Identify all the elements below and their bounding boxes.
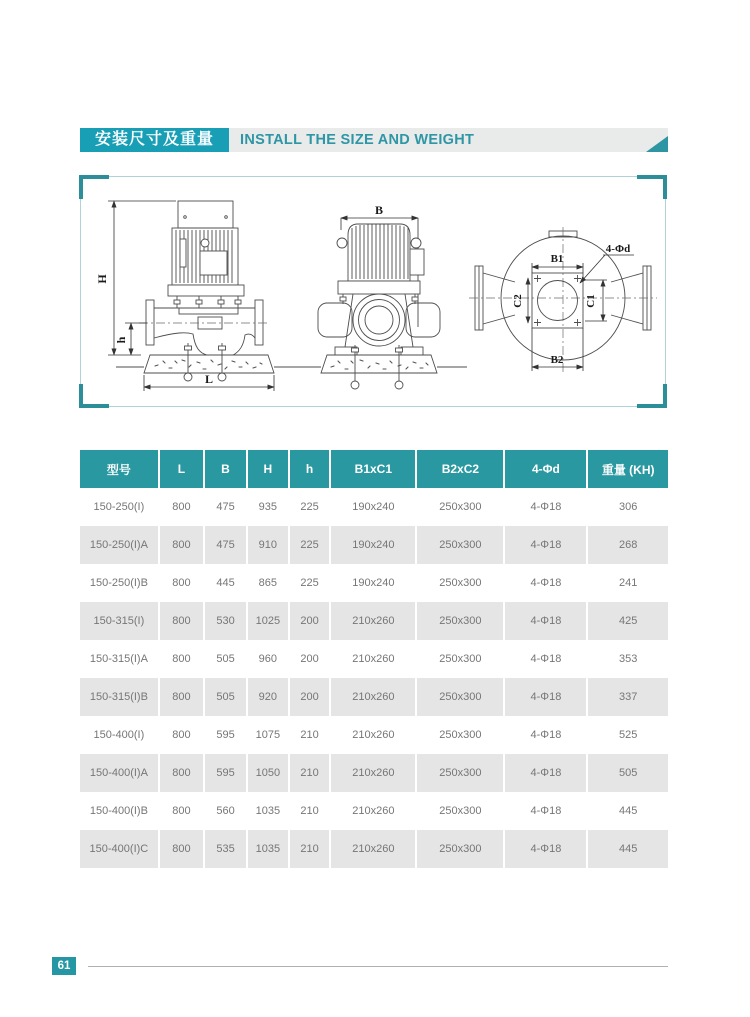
table-cell: 150-400(I) [80, 716, 159, 754]
table-cell: 920 [247, 678, 289, 716]
table-row [80, 640, 668, 678]
table-row [80, 678, 668, 716]
corner-bracket-bottom-left [79, 384, 109, 408]
table-cell: 475 [204, 488, 247, 526]
table-cell: 910 [247, 526, 289, 564]
table-cell: 210x260 [330, 792, 416, 830]
table-cell: 250x300 [416, 830, 504, 868]
corner-bracket-top-left [79, 175, 109, 199]
table-row [80, 488, 668, 526]
table-cell: 595 [204, 716, 247, 754]
table-cell: 4-Φ18 [504, 716, 587, 754]
column-header: B1xC1 [330, 450, 416, 488]
table-cell: 1075 [247, 716, 289, 754]
table-cell: 250x300 [416, 640, 504, 678]
table-cell: 150-315(I)B [80, 678, 159, 716]
table-cell: 250x300 [416, 716, 504, 754]
table-cell: 4-Φ18 [504, 602, 587, 640]
table-cell: 268 [587, 526, 668, 564]
table-cell: 210 [289, 830, 331, 868]
table-cell: 425 [587, 602, 668, 640]
table-cell: 800 [159, 488, 204, 526]
column-header: h [289, 450, 331, 488]
table-cell: 535 [204, 830, 247, 868]
table-cell: 250x300 [416, 602, 504, 640]
dim-label-bolt-holes: 4-Φd [605, 243, 631, 255]
table-cell: 225 [289, 526, 331, 564]
corner-bracket-top-right [637, 175, 667, 199]
dim-label-B: B [374, 203, 384, 217]
column-header: H [247, 450, 289, 488]
table-cell: 4-Φ18 [504, 564, 587, 602]
table-cell: 505 [587, 754, 668, 792]
table-cell: 150-315(I)A [80, 640, 159, 678]
table-cell: 1025 [247, 602, 289, 640]
table-cell: 250x300 [416, 488, 504, 526]
table-cell: 800 [159, 640, 204, 678]
table-cell: 210x260 [330, 830, 416, 868]
table-cell: 4-Φ18 [504, 678, 587, 716]
table-cell: 306 [587, 488, 668, 526]
dim-label-B1: B1 [550, 253, 564, 265]
table-cell: 560 [204, 792, 247, 830]
table-row [80, 526, 668, 564]
table-cell: 4-Φ18 [504, 488, 587, 526]
dim-label-C2: C2 [512, 294, 524, 308]
table-cell: 190x240 [330, 564, 416, 602]
table-cell: 865 [247, 564, 289, 602]
table-cell: 4-Φ18 [504, 792, 587, 830]
table-cell: 445 [587, 830, 668, 868]
table-cell: 250x300 [416, 792, 504, 830]
page-number-badge: 61 [52, 957, 76, 975]
pump-technical-drawings [81, 177, 665, 404]
pump-front-view-drawing [291, 203, 467, 389]
table-cell: 190x240 [330, 526, 416, 564]
table-cell: 935 [247, 488, 289, 526]
table-cell: 800 [159, 830, 204, 868]
table-cell: 250x300 [416, 754, 504, 792]
table-row [80, 564, 668, 602]
table-cell: 800 [159, 678, 204, 716]
dimension-table [80, 450, 668, 868]
table-cell: 200 [289, 640, 331, 678]
table-cell: 150-315(I) [80, 602, 159, 640]
table-cell: 150-250(I) [80, 488, 159, 526]
table-cell: 210x260 [330, 602, 416, 640]
table-cell: 4-Φ18 [504, 526, 587, 564]
column-header: L [159, 450, 204, 488]
table-cell: 525 [587, 716, 668, 754]
table-cell: 530 [204, 602, 247, 640]
pump-side-view-drawing [95, 201, 302, 391]
table-cell: 505 [204, 640, 247, 678]
table-cell: 800 [159, 754, 204, 792]
column-header: 4-Φd [504, 450, 587, 488]
table-cell: 1035 [247, 792, 289, 830]
dim-label-L: L [204, 372, 214, 386]
table-cell: 505 [204, 678, 247, 716]
column-header: B [204, 450, 247, 488]
table-cell: 190x240 [330, 488, 416, 526]
table-cell: 225 [289, 564, 331, 602]
footer-rule [88, 966, 668, 967]
table-cell: 210 [289, 792, 331, 830]
table-cell: 225 [289, 488, 331, 526]
table-cell: 200 [289, 678, 331, 716]
table-cell: 241 [587, 564, 668, 602]
table-row [80, 602, 668, 640]
table-cell: 4-Φ18 [504, 754, 587, 792]
table-cell: 800 [159, 602, 204, 640]
corner-bracket-bottom-right [637, 384, 667, 408]
table-cell: 210 [289, 754, 331, 792]
table-row [80, 830, 668, 868]
table-row [80, 792, 668, 830]
table-cell: 445 [204, 564, 247, 602]
table-cell: 353 [587, 640, 668, 678]
table-row [80, 716, 668, 754]
table-cell: 210x260 [330, 678, 416, 716]
table-cell: 150-400(I)A [80, 754, 159, 792]
table-cell: 800 [159, 564, 204, 602]
table-cell: 150-250(I)B [80, 564, 159, 602]
table-cell: 445 [587, 792, 668, 830]
column-header: 重量 (KH) [587, 450, 668, 488]
table-cell: 595 [204, 754, 247, 792]
dim-label-H: H [95, 274, 109, 284]
table-row [80, 754, 668, 792]
header-accent-triangle-icon [646, 136, 668, 152]
table-cell: 150-400(I)B [80, 792, 159, 830]
table-cell: 210 [289, 716, 331, 754]
table-cell: 800 [159, 792, 204, 830]
table-cell: 800 [159, 716, 204, 754]
drawings-panel [80, 176, 666, 407]
table-body [80, 488, 668, 868]
table-cell: 1050 [247, 754, 289, 792]
dim-label-B2: B2 [550, 354, 564, 366]
table-cell: 210x260 [330, 754, 416, 792]
table-cell: 200 [289, 602, 331, 640]
table-cell: 475 [204, 526, 247, 564]
table-cell: 250x300 [416, 526, 504, 564]
table-cell: 250x300 [416, 564, 504, 602]
section-header [80, 128, 668, 152]
table-cell: 800 [159, 526, 204, 564]
table-cell: 210x260 [330, 640, 416, 678]
table-cell: 210x260 [330, 716, 416, 754]
pump-flange-view-drawing [469, 227, 657, 373]
dim-label-C1: C1 [585, 294, 597, 308]
table-cell: 250x300 [416, 678, 504, 716]
table-cell: 150-250(I)A [80, 526, 159, 564]
column-header: B2xC2 [416, 450, 504, 488]
dim-label-h: h [114, 336, 128, 344]
table-cell: 4-Φ18 [504, 640, 587, 678]
table-cell: 1035 [247, 830, 289, 868]
section-title-zh: 安装尺寸及重量 [80, 128, 229, 152]
section-title-en: INSTALL THE SIZE AND WEIGHT [240, 132, 475, 148]
table-head [80, 450, 668, 488]
column-header: 型号 [80, 450, 159, 488]
table-cell: 337 [587, 678, 668, 716]
table-cell: 150-400(I)C [80, 830, 159, 868]
table-cell: 960 [247, 640, 289, 678]
table-cell: 4-Φ18 [504, 830, 587, 868]
